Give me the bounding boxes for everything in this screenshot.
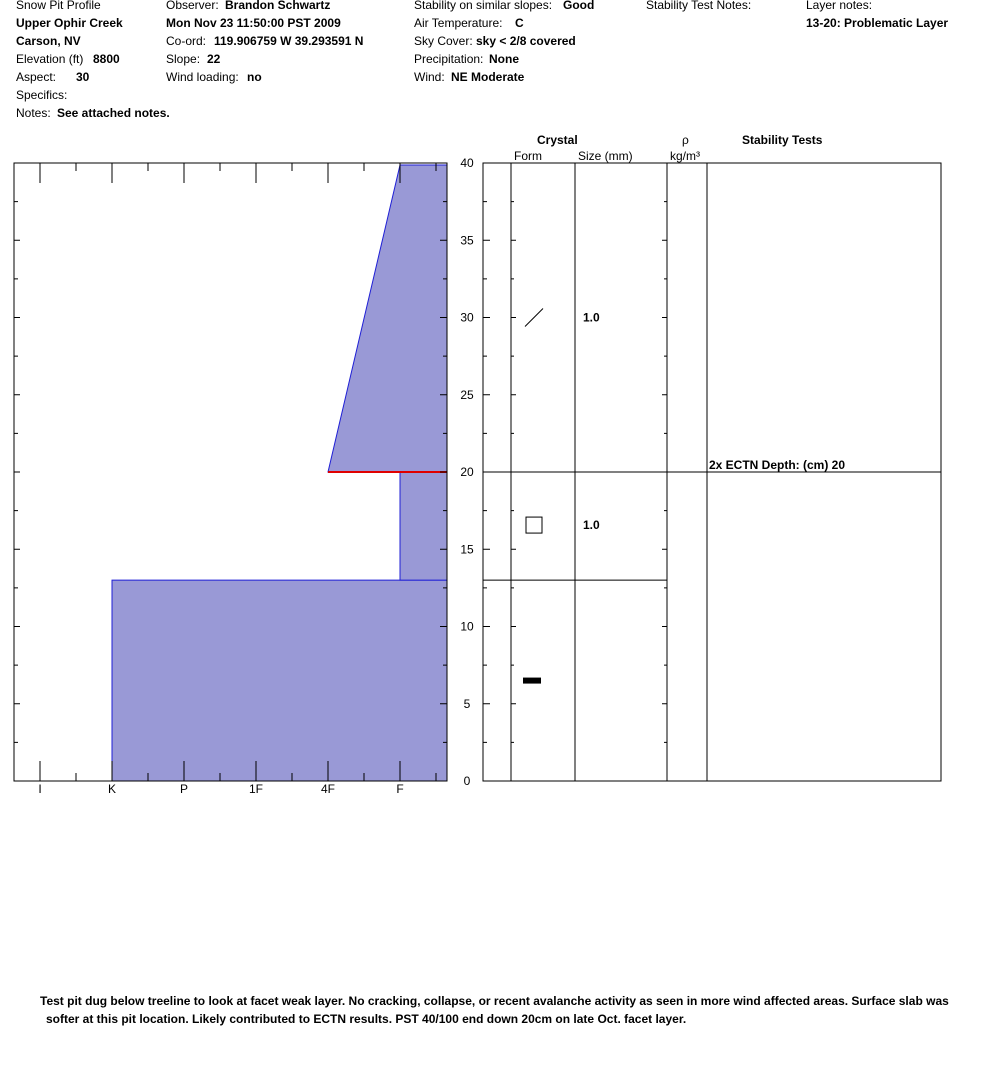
y-tick-label: 20 bbox=[460, 465, 474, 479]
elevation-label: Elevation (ft) bbox=[16, 52, 84, 66]
melt-freeze-crust-icon bbox=[523, 678, 541, 684]
hardness-label-4F: 4F bbox=[320, 782, 336, 796]
hardness-layer-0 bbox=[112, 580, 447, 781]
pit-notes bbox=[40, 992, 970, 1028]
y-tick-label: 10 bbox=[460, 619, 474, 634]
hardness-label-F: F bbox=[396, 782, 404, 796]
y-tick-label: 25 bbox=[460, 387, 474, 402]
stability-test-notes-label: Stability Test Notes: bbox=[646, 0, 752, 12]
layer-notes-value: 13-20: Problematic Layer bbox=[806, 16, 949, 30]
y-tick-label: 30 bbox=[460, 310, 474, 325]
y-tick-label: 35 bbox=[460, 233, 474, 248]
aspect-value: 30 bbox=[76, 70, 90, 84]
slope-value: 22 bbox=[207, 52, 221, 66]
density-unit-header: kg/m³ bbox=[670, 149, 700, 163]
specifics-label: Specifics: bbox=[16, 88, 68, 102]
profile-title: Snow Pit Profile bbox=[16, 0, 101, 12]
elevation-value: 8800 bbox=[93, 52, 120, 66]
pit-notes-line-2: softer at this pit location. Likely contributed to ECTN results. PST 40/100 end down 20cm on late Oct. facet layer. bbox=[46, 1012, 687, 1026]
observer-label: Observer: bbox=[166, 0, 219, 12]
hardness-layer-1 bbox=[400, 472, 447, 580]
wind-loading-label: Wind loading: bbox=[166, 70, 239, 84]
y-tick-label: 0 bbox=[463, 774, 471, 788]
precip-label: Precipitation: bbox=[414, 52, 484, 66]
notes-value: See attached notes. bbox=[57, 106, 170, 120]
hardness-label-1F: 1F bbox=[248, 782, 264, 796]
wind-value: NE Moderate bbox=[451, 70, 525, 84]
air-temp-label: Air Temperature: bbox=[414, 16, 503, 30]
form-header: Form bbox=[514, 149, 542, 163]
air-temp-value: C bbox=[515, 16, 524, 30]
stability-label: Stability on similar slopes: bbox=[414, 0, 553, 12]
stability-value: Good bbox=[563, 0, 595, 12]
hardness-label-I: I bbox=[38, 782, 42, 796]
precipitation-particles-icon bbox=[525, 309, 543, 327]
layer-size: 1.0 bbox=[583, 310, 600, 325]
region-name: Carson, NV bbox=[16, 34, 81, 48]
hardness-label-P: P bbox=[179, 782, 189, 796]
location-name: Upper Ophir Creek bbox=[16, 16, 123, 30]
observer-value: Brandon Schwartz bbox=[225, 0, 331, 12]
hardness-label-K: K bbox=[107, 782, 117, 796]
sky-cover-value: sky < 2/8 covered bbox=[476, 34, 576, 48]
pit-notes-line-1: Test pit dug below treeline to look at facet weak layer. No cracking, collapse, or recent avalanche activity as seen in more wind affected areas. Surface slab was bbox=[40, 994, 949, 1008]
y-tick-label: 40 bbox=[460, 156, 474, 170]
hardness-layer-2 bbox=[328, 165, 447, 472]
wind-loading-value: no bbox=[247, 70, 262, 84]
date-time: Mon Nov 23 11:50:00 PST 2009 bbox=[166, 16, 341, 30]
aspect-label: Aspect: bbox=[16, 70, 57, 84]
y-tick-label: 15 bbox=[460, 542, 474, 557]
stability-test-result: 2x ECTN Depth: (cm) 20 bbox=[709, 458, 846, 472]
stability-tests-header: Stability Tests bbox=[742, 133, 823, 147]
coord-label: Co-ord: bbox=[166, 34, 207, 48]
size-header: Size (mm) bbox=[578, 149, 633, 163]
layer-notes-label: Layer notes: bbox=[806, 0, 873, 12]
notes-label: Notes: bbox=[16, 106, 51, 120]
sky-cover-label: Sky Cover: bbox=[414, 34, 473, 48]
y-tick-label: 5 bbox=[463, 696, 471, 711]
rho-header: ρ bbox=[682, 133, 689, 147]
wind-label: Wind: bbox=[414, 70, 445, 84]
precip-value: None bbox=[489, 52, 519, 66]
crystal-header: Crystal bbox=[537, 133, 578, 147]
slope-label: Slope: bbox=[166, 52, 201, 66]
coord-value: 119.906759 W 39.293591 N bbox=[214, 34, 364, 48]
layer-size: 1.0 bbox=[583, 518, 600, 533]
faceted-crystal-icon bbox=[526, 517, 542, 533]
